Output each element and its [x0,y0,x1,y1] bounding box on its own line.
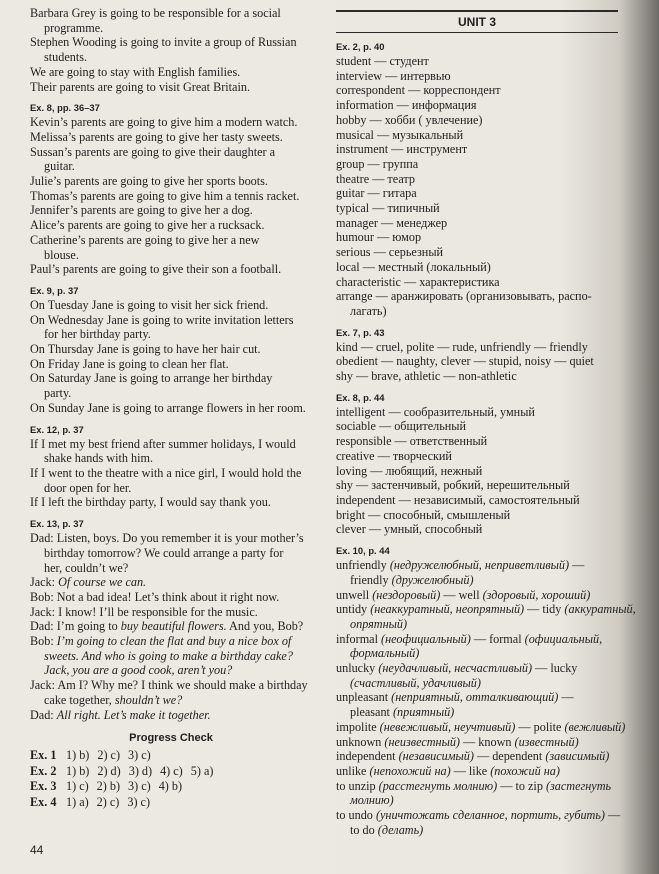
progress-answer: 2) b) [96,779,121,794]
vocab-word: — to zip [497,778,546,793]
vocab-line: serious — серьезный [336,245,444,260]
translation-italic: (независимый) [398,749,474,764]
progress-answer: 2) d) [97,763,121,778]
unit-title: UNIT 3 [457,15,496,29]
vocab-word: — polite [515,719,565,734]
progress-answer: 1) b) [66,748,90,763]
vocab-word: untidy [336,602,371,617]
dialogue-text: Bob: Not a bad idea! Let’s think about it right now. [30,589,280,604]
vocab-line: information — информация [336,98,477,113]
vocab-word: to do [350,822,378,837]
exercise-heading: Ex. 9, p. 37 [30,284,79,296]
vocab-line: local — местный (локальный) [336,259,491,274]
vocab-word: — dependent [473,749,546,764]
translation-italic: (официальный, [524,631,603,646]
vocab-line [336,719,626,735]
dialogue-line: birthday tomorrow? We could arrange a party for [44,545,284,560]
progress-answer: 3) c) [127,794,151,809]
vocab-word: unknown [336,734,385,749]
text-line: On Wednesday Jane is going to write invitation letters [30,312,294,327]
dialogue-line: Dad: Listen, boys. Do you remember it is your mother’s [30,531,304,546]
text-line: Stephen Wooding is going to invite a group of Russian [30,35,297,50]
vocab-word: impolite [336,719,380,734]
text-line: On Thursday Jane is going to have her hair cut. [30,342,261,357]
dialogue-line [30,634,312,649]
left-column [30,6,312,810]
dialogue-text: Jack: [30,575,59,590]
progress-exercise: Ex. 1 [30,748,57,763]
vocab-line: hobby — хобби ( увлечение) [336,112,483,127]
vocab-line [336,808,621,823]
text-line: Paul’s parents are going to give their son a football. [30,262,282,277]
dialogue-line [30,693,312,708]
vocab-line: guitar — гитара [336,186,417,201]
progress-answer: 4) c) [160,763,183,778]
dialogue-line: her, couldn’t we? [44,560,129,575]
text-line: On Tuesday Jane is going to visit her sick friend. [30,297,269,312]
vocab-line [336,705,618,720]
vocab-line: bright — способный, смышленый [336,507,511,522]
vocab-word: — known [460,734,515,749]
translation-italic: (застегнуть [545,778,612,793]
progress-answer: 3) d) [128,763,153,778]
text-line: Barbara Grey is going to be responsible for a social [30,6,281,20]
vocab-line: musical — музыкальный [336,127,464,142]
vocab-line: manager — менеджер [336,215,448,230]
vocab-word: unlucky [336,661,379,676]
exercise-heading: Ex. 13, p. 37 [30,518,84,530]
exercise-heading: Ex. 10, p. 44 [336,545,390,557]
vocab-line: theatre — театр [336,171,415,186]
vocab-word: to undo [336,808,376,823]
text-line: Julie’s parents are going to give her sports boots. [30,174,268,189]
vocab-line [336,602,636,617]
text-line: Their parents are going to visit Great Britain. [30,79,250,94]
translation-italic: (вежливый) [564,719,626,734]
exercise-heading: Ex. 2, p. 40 [336,41,385,52]
vocab-word: — lucky [532,661,578,676]
vocab-line: independent — независимый, самостоятельный [336,492,580,507]
vocab-word: — [558,690,574,705]
vocab-line: intelligent — сообразительный, умный [336,404,535,419]
text-line: If I met my best friend after summer holidays, I would [30,436,296,451]
vocab-line: characteristic — характеристика [336,274,500,289]
vocab-line [336,793,618,808]
translation-italic: (счастливый, удачливый) [350,675,481,690]
vocab-line [336,661,618,676]
translation-italic: формальный) [350,646,420,661]
vocab-word: informal [336,631,382,646]
dialogue-italic: sweets. And who is going to make a birthday cake? [44,648,293,663]
dialogue-italic: Jack, you are a good cook, aren’t you? [44,663,233,678]
vocab-word: independent [336,749,399,764]
vocab-line: instrument — инструмент [336,142,468,157]
vocab-line [336,646,618,661]
text-line: Kevin’s parents are going to give him a modern watch. [30,115,298,130]
vocab-line [336,735,618,750]
translation-italic: (недружелюбный, неприветливый) [389,558,570,573]
dialogue-italic: Of course we can. [58,575,147,590]
dialogue-line [30,619,312,634]
vocab-line [336,558,618,573]
exercise-heading: Ex. 12, p. 37 [30,423,84,435]
progress-exercise: Ex. 4 [30,794,57,809]
translation-italic: (неаккуратный, неопрятный) [370,602,525,617]
translation-italic: (неудачливый, несчастливый) [378,661,533,676]
progress-row [30,779,312,795]
text-line: On Saturday Jane is going to arrange her birthday [30,371,273,386]
vocab-word: — like [450,763,491,778]
translation-italic: (расстегнуть молнию) [378,778,498,793]
translation-italic: молнию) [350,793,394,808]
translation-italic: (делать) [377,822,424,837]
text-line: On Sunday Jane is going to arrange flowers in her room. [30,400,306,415]
text-line: shake hands with him. [44,451,153,466]
vocab-word: unwell [336,587,373,602]
progress-answer: 1) a) [66,794,89,809]
dialogue-italic: buy beautiful flowers. [120,619,227,634]
translation-italic: (приятный) [392,705,455,720]
translation-italic: (неизвестный) [384,734,460,749]
dialogue-text: And you, Bob? [226,619,304,634]
vocab-word: — tidy [524,602,565,617]
text-line: Sussan’s parents are going to give their daughter a [30,144,276,159]
dialogue-text: Bob: [30,634,57,649]
text-line: party. [44,386,72,401]
text-line: Jennifer’s parents are going to give her a dog. [30,203,253,218]
dialogue-line [30,678,312,693]
dialogue-italic: All right. Let’s make it together. [56,707,211,722]
translation-italic: (нездоровый) [372,587,441,602]
progress-exercise: Ex. 2 [30,763,57,778]
vocab-line [336,573,618,588]
text-line: We are going to stay with English families. [30,64,241,79]
vocab-line: obedient — naughty, clever — stupid, noisy — quiet [336,354,594,369]
dialogue-italic: shouldn’t we? [114,692,183,707]
progress-answer: 2) c) [97,748,121,763]
vocab-line: shy — brave, athletic — non-athletic [336,369,517,384]
text-line: students. [44,50,87,65]
dialogue-line [30,575,312,590]
dialogue-line [30,708,312,723]
vocab-line [336,617,618,632]
vocab-line: correspondent — корреспондент [336,83,501,98]
vocab-line: loving — любящий, нежный [336,463,483,478]
translation-italic: (известный) [514,734,579,749]
text-line: blouse. [44,247,79,262]
text-line: door open for her. [44,480,132,495]
exercise-heading: Ex. 8, pp. 36–37 [30,102,100,114]
vocab-line: clever — умный, способный [336,522,483,537]
text-line: Melissa’s parents are going to give her tasty sweets. [30,129,283,144]
text-line: Alice’s parents are going to give her a rucksack. [30,218,265,233]
vocab-word: — [604,808,621,823]
dialogue-text: Dad: [30,707,57,722]
vocab-line: arrange — аранжировать (организовывать, распо- [336,289,592,304]
vocab-line [336,823,618,838]
translation-italic: (неприятный, отталкивающий) [391,690,559,705]
translation-italic: (невежливый, неучтивый) [379,719,516,734]
vocab-line: sociable — общительный [336,419,467,434]
text-line: guitar. [44,159,75,174]
vocab-line [336,676,618,691]
exercise-heading: Ex. 8, p. 44 [336,391,385,403]
vocab-word: unlike [336,763,370,778]
vocab-word: to unzip [336,778,379,793]
vocab-word: — formal [470,631,525,646]
vocab-line: student — студент [336,54,429,68]
vocab-line: shy — застенчивый, робкий, нерешительный [336,478,570,493]
dialogue-text: cake together, [44,692,115,707]
dialogue-italic: I’m going to clean the flat and buy a nice box of [56,634,292,649]
text-line: If I went to the theatre with a nice girl, I would hold the [30,465,302,480]
vocab-line [336,779,618,794]
vocab-word: friendly [350,572,392,587]
translation-italic: (неофициальный) [381,631,471,646]
progress-row [30,748,312,764]
progress-answer: 3) c) [128,779,151,794]
dialogue-text: Jack: I know! I’ll be responsible for the music. [30,604,258,619]
dialogue-line [30,605,312,620]
text-line: On Friday Jane is going to clean her flat. [30,356,229,371]
progress-row [30,764,312,780]
vocab-word: — [569,558,585,573]
vocab-line: group — группа [336,156,419,171]
dialogue-text: Jack: Am I? Why me? I think we should make a birthday [30,678,308,693]
dialogue-text: Dad: I’m going to [30,619,121,634]
vocab-line [336,690,618,705]
vocab-line [336,749,618,764]
exercise-heading: Ex. 7, p. 43 [336,326,385,338]
translation-italic: (здоровый, хороший) [482,587,591,602]
vocab-line: typical — типичный [336,201,440,216]
progress-answer: 5) a) [190,763,214,778]
vocab-line [336,632,618,647]
translation-italic: (аккуратный, [564,602,636,617]
vocab-line: лагать) [350,303,387,318]
text-line: programme. [44,20,104,35]
vocab-line: creative — творческий [336,448,452,463]
progress-exercise: Ex. 3 [30,779,57,794]
text-line: Thomas’s parents are going to give him a tennis racket. [30,188,300,203]
translation-italic: (зависимый) [545,749,610,764]
text-line: Catherine’s parents are going to give her a new [30,232,260,247]
vocab-line: humour — юмор [336,230,422,245]
translation-italic: опрятный) [350,616,408,631]
progress-answer: 4) b) [158,779,183,794]
dialogue-line [30,649,312,664]
dialogue-line [30,663,312,678]
vocab-line [336,588,618,603]
text-line: for her birthday party. [44,327,151,342]
translation-italic: (непохожий на) [369,763,451,778]
unit-header [336,10,618,33]
vocab-line: responsible — ответственный [336,434,488,449]
dialogue-line [30,590,312,605]
page-number: 44 [30,843,44,857]
progress-answer: 1) c) [66,779,89,794]
progress-row [30,795,312,811]
vocab-word: unpleasant [336,690,392,705]
right-column [336,6,636,837]
vocab-line: interview — интервью [336,68,451,83]
progress-answer: 1) b) [66,763,90,778]
vocab-line: kind — cruel, polite — rude, unfriendly — friendly [336,339,588,354]
vocab-word: — well [440,587,483,602]
translation-italic: (дружелюбный) [391,572,474,587]
vocab-word: pleasant [350,705,393,720]
vocab-line [336,764,618,779]
progress-check-title: Progress Check [129,732,213,745]
translation-italic: (уничтожать сделанное, портить, губить) [375,808,605,823]
vocab-word: unfriendly [336,558,390,573]
translation-italic: (похожий на) [490,763,560,778]
text-line: If I left the birthday party, I would say thank you. [30,495,271,510]
progress-answer: 3) c) [128,748,151,763]
progress-answer: 2) c) [96,794,120,809]
